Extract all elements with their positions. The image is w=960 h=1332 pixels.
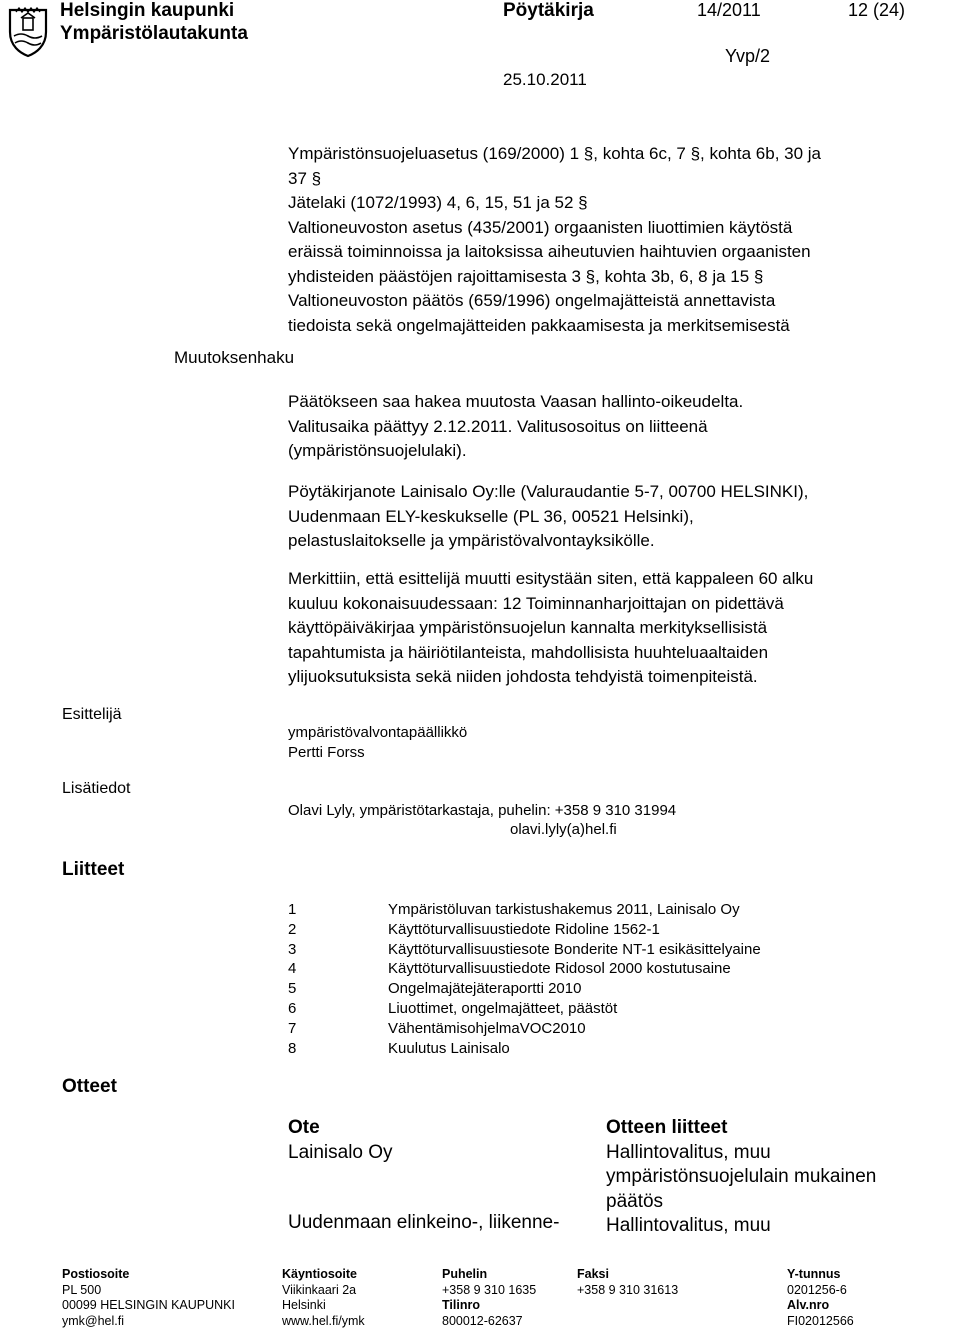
attachment-number: 2: [288, 920, 297, 938]
footer-title: Käyntiosoite: [282, 1267, 358, 1281]
footer-faksi: [577, 1267, 678, 1298]
attachment-number: 6: [288, 999, 297, 1017]
list-item: [288, 1019, 761, 1039]
list-item: [288, 920, 761, 940]
attachment-number: 4: [288, 960, 297, 978]
muutoksenhaku-text: [288, 390, 743, 464]
legislation-line: yhdisteiden päästöjen rajoittamisesta 3 §, kohta 3b, 6, 8 ja 15 §: [288, 266, 764, 286]
contact-email: olavi.lyly(a)hel.fi: [510, 821, 617, 838]
merkittiin-line: tapahtumista ja häiriötilanteista, mahdollisista huuhteluaaltaiden: [288, 642, 769, 662]
footer-line: www.hel.fi/ymk: [282, 1314, 365, 1329]
footer-ytunnus: [787, 1267, 854, 1330]
otteen-liite-line: päätös: [606, 1190, 664, 1212]
attachment-title: Käyttöturvallisuustiedote Ridosol 2000 kostutusaine: [388, 960, 731, 978]
ote-column: [288, 1116, 393, 1165]
list-item: [288, 1039, 761, 1059]
otteen-liitteet-column: [606, 1116, 876, 1239]
footer-title: Faksi: [577, 1267, 609, 1281]
legislation-line: Ympäristönsuojeluasetus (169/2000) 1 §, kohta 6c, 7 §, kohta 6b, 30 ja: [288, 144, 822, 163]
otteen-liite-line: ympäristönsuojelulain mukainen: [606, 1166, 877, 1187]
contact-line: Olavi Lyly, ympäristötarkastaja, puhelin: +358 9 310 31994: [288, 802, 677, 819]
footer-subtitle: Tilinro: [442, 1298, 480, 1313]
poytakirjanote-line: Pöytäkirjanote Lainisalo Oy:lle (Valuraudantie 5-7, 00700 HELSINKI),: [288, 482, 809, 501]
legislation-line: Jätelaki (1072/1993) 4, 6, 15, 51 ja 52 §: [288, 193, 588, 212]
footer-line: 00099 HELSINGIN KAUPUNKI: [62, 1298, 235, 1313]
merkittiin-line: kuuluu kokonaisuudessaan: 12 Toiminnanharjoittajan on pidettävä: [288, 593, 784, 613]
footer-title: Y-tunnus: [787, 1267, 841, 1281]
attachment-title: Kuulutus Lainisalo: [388, 1039, 510, 1057]
legislation-line: tiedoista sekä ongelmajätteiden pakkaamisesta ja merkitsemisestä: [288, 315, 790, 335]
attachment-number: 5: [288, 980, 297, 998]
merkittiin-line: ylijuoksutuksista sekä niiden johdosta tehdyistä toimenpiteistä.: [288, 667, 758, 686]
org-name: Helsingin kaupunki: [60, 0, 235, 21]
list-item: [288, 999, 761, 1019]
attachment-title: Ympäristöluvan tarkistushakemus 2011, Lainisalo Oy: [388, 901, 740, 918]
doc-number: 14/2011: [697, 0, 761, 20]
legislation-list: [288, 142, 821, 338]
muutoksenhaku-line: (ympäristönsuojelulaki).: [288, 441, 467, 460]
footer-line: PL 500: [62, 1282, 102, 1297]
attachment-title: Käyttöturvallisuustiedote Ridoline 1562-1: [388, 920, 660, 938]
merkittiin-line: Merkittiin, että esittelijä muutti esitystään siten, että kappaleen 60 alku: [288, 569, 814, 588]
muutoksenhaku-label: Muutoksenhaku: [174, 348, 295, 367]
esittelija-label: Esittelijä: [62, 706, 122, 723]
muutoksenhaku-line: Valitusaika päättyy 2.12.2011. Valitusosoitus on liitteenä: [288, 416, 708, 436]
muutoksenhaku-line: Päätökseen saa hakea muutosta Vaasan hallinto-oikeudelta.: [288, 392, 744, 411]
footer-kayntiosoite: [282, 1267, 365, 1330]
ote-recipient: Uudenmaan elinkeino-, liikenne-: [288, 1212, 560, 1233]
merkittiin-text: [288, 567, 813, 690]
lisatiedot-label: Lisätiedot: [62, 780, 131, 797]
attachment-list: [288, 900, 761, 1058]
list-item: [288, 959, 761, 979]
footer-subtitle: Alv.nro: [787, 1298, 830, 1313]
ote-recipient: Lainisalo Oy: [288, 1141, 393, 1163]
attachment-number: 7: [288, 1019, 297, 1037]
footer-line: FI02012566: [787, 1314, 854, 1329]
helsinki-crest-icon: [6, 6, 50, 58]
merkittiin-line: käyttöpäiväkirjaa ympäristönsuojelun kannalta merkityksellisistä: [288, 618, 768, 637]
footer-line: 0201256-6: [787, 1282, 847, 1297]
list-item: [288, 979, 761, 999]
esittelija-name: Pertti Forss: [288, 744, 365, 761]
liitteet-label: Liitteet: [62, 859, 125, 880]
page-number: 12 (24): [848, 0, 906, 20]
list-item: [288, 900, 761, 920]
legislation-line: Valtioneuvoston päätös (659/1996) ongelmajätteistä annettavista: [288, 291, 776, 310]
otteen-liitteet-title: Otteen liitteet: [606, 1117, 728, 1138]
doc-date: 25.10.2011: [503, 70, 587, 89]
attachment-number: 1: [288, 901, 297, 918]
attachment-title: Käyttöturvallisuustiesote Bonderite NT-1 esikäsittelyaine: [388, 940, 761, 958]
poytakirjanote-text: [288, 480, 808, 554]
attachment-title: VähentämisohjelmaVOC2010: [388, 1019, 586, 1037]
footer-line: 800012-62637: [442, 1314, 523, 1329]
poytakirjanote-line: Uudenmaan ELY-keskukselle (PL 36, 00521 Helsinki),: [288, 506, 694, 526]
footer-postiosoite: [62, 1267, 235, 1330]
attachment-title: Ongelmajätejäteraportti 2010: [388, 980, 582, 998]
doc-type: Pöytäkirja: [503, 0, 594, 21]
esittelija-title: ympäristövalvontapäällikkö: [288, 724, 468, 741]
legislation-line: eräissä toiminnoissa ja laitoksissa aiheutuvien haihtuvien orgaanisten: [288, 242, 811, 261]
footer-title: Postiosoite: [62, 1267, 130, 1281]
attachment-title: Liuottimet, ongelmajätteet, päästöt: [388, 999, 618, 1017]
footer-line: +358 9 310 31613: [577, 1282, 679, 1297]
footer-line: ymk@hel.fi: [62, 1314, 125, 1329]
list-item: [288, 940, 761, 960]
attachment-number: 3: [288, 940, 297, 958]
otteen-liite-line: Hallintovalitus, muu: [606, 1141, 771, 1163]
otteet-label: Otteet: [62, 1076, 117, 1097]
otteen-liite-line: Hallintovalitus, muu: [606, 1215, 771, 1236]
legislation-line: Valtioneuvoston asetus (435/2001) orgaanisten liuottimien käytöstä: [288, 217, 793, 237]
footer-puhelin: [442, 1267, 536, 1330]
item-code: Yvp/2: [725, 46, 771, 66]
footer-line: Helsinki: [282, 1298, 326, 1313]
attachment-number: 8: [288, 1039, 297, 1057]
footer-title: Puhelin: [442, 1267, 488, 1281]
footer-line: Viikinkaari 2a: [282, 1282, 357, 1297]
ote-column-title: Ote: [288, 1117, 320, 1138]
legislation-line: 37 §: [288, 168, 322, 188]
committee-name: Ympäristölautakunta: [60, 23, 248, 44]
poytakirjanote-line: pelastuslaitokselle ja ympäristövalvontayksikölle.: [288, 531, 655, 550]
footer-line: +358 9 310 1635: [442, 1282, 537, 1297]
